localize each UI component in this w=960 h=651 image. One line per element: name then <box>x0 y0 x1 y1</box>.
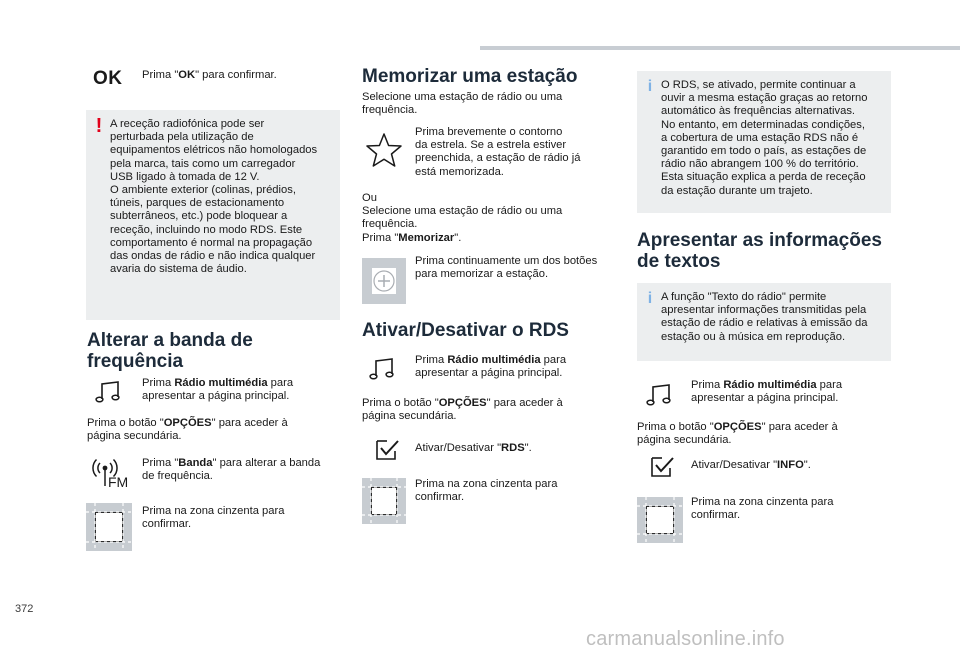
info-options-para: Prima o botão "OPÇÕES" para aceder à página secundária. <box>637 421 838 447</box>
band-step3: Prima na zona cinzenta para confirmar. <box>142 505 285 531</box>
grey-zone-icon <box>637 497 683 543</box>
text-line: da estação durante um trajeto. <box>661 184 813 197</box>
page-number: 372 <box>15 603 34 615</box>
star-text: Prima brevemente o contorno da estrela. Se a estrela estiver preenchida, a estação de rádio já está memorizada. <box>415 126 581 178</box>
info-icon: i <box>647 78 653 95</box>
text-line: equipamentos elétricos não homologados <box>110 144 318 157</box>
music-note-icon <box>367 354 397 389</box>
section-heading-memorize: Memorizar uma estação <box>362 66 578 87</box>
text-line: das ondas de rádio e não indica qualquer <box>110 250 316 263</box>
memorize-or: Ou Selecione uma estação de rádio ou uma frequência. Prima "Memorizar". <box>362 192 563 244</box>
text-line: Esta situação explica a perda de receção <box>661 171 866 184</box>
section-heading-text-info: Apresentar as informações de textos <box>637 230 882 272</box>
info-confirm: Prima na zona cinzenta para confirmar. <box>691 496 834 522</box>
text-line: estação de rádio e relativas à emissão da <box>661 317 868 330</box>
text-line: USB ligado à tomada de 12 V. <box>110 170 260 183</box>
text-line: pela marca, tais como um carregador <box>110 157 296 170</box>
info-icon: i <box>647 290 653 307</box>
exclamation-icon: ! <box>95 115 103 137</box>
text-line: comportamento é normal na propagação <box>110 236 313 249</box>
rds-options-para: Prima o botão "OPÇÕES" para aceder à página secundária. <box>362 397 563 423</box>
warning-note <box>86 110 340 320</box>
header-bar <box>480 46 960 50</box>
text-line: estação ou à música em reprodução. <box>661 330 846 343</box>
info-toggle: Ativar/Desativar "INFO". <box>691 459 811 471</box>
grey-zone-icon <box>362 478 406 524</box>
checkbox-icon <box>648 454 676 485</box>
text-line: No entanto, em determinadas condições, <box>661 118 865 131</box>
text-line: avaria do sistema de áudio. <box>110 263 247 276</box>
watermark: carmanualsonline.info <box>586 628 785 650</box>
info-note-rds <box>637 71 891 213</box>
info-text-radiotext <box>661 291 883 344</box>
music-note-icon <box>93 377 123 412</box>
checkbox-icon <box>373 437 401 468</box>
radio-fm-icon <box>91 452 131 492</box>
plus-circle-icon <box>362 258 406 304</box>
fm-label: FM <box>108 474 129 490</box>
rds-step1: Prima Rádio multimédia para apresentar a página principal. <box>415 354 567 380</box>
ok-instruction: Prima "OK" para confirmar. <box>142 69 277 81</box>
rds-toggle: Ativar/Desativar "RDS". <box>415 442 532 454</box>
text-line: O RDS, se ativado, permite continuar a <box>661 79 856 91</box>
band-step1: Prima Rádio multimédia para apresentar a página principal. <box>142 377 294 403</box>
section-heading-band: Alterar a banda de frequência <box>87 330 253 372</box>
info-text-rds <box>661 79 883 198</box>
star-outline-icon <box>365 132 403 173</box>
text-line: ouvir a mesma estação graças ao retorno <box>661 92 868 105</box>
text-line: O ambiente exterior (colinas, prédios, <box>110 184 296 197</box>
text-line: apresentar informações transmitidas pela <box>661 304 867 317</box>
text-line: garantido em todo o país, as estações de <box>661 145 867 158</box>
band-step2: Prima "Banda" para alterar a banda de frequência. <box>142 457 321 483</box>
text-line: perturbada pela utilização de <box>110 131 254 144</box>
memorize-intro: Selecione uma estação de rádio ou uma frequência. <box>362 91 563 117</box>
info-step1: Prima Rádio multimédia para apresentar a página principal. <box>691 379 843 405</box>
text-line: subterrâneos, etc.) pode bloquear a <box>110 210 288 223</box>
text-line: a cobertura de uma estação RDS não é <box>661 131 859 144</box>
info-note-radiotext <box>637 283 891 361</box>
grey-zone-icon <box>86 503 132 551</box>
text-line: automático às frequências alternativas. <box>661 105 856 118</box>
text-line: rádio não abrangem 100 % do território. <box>661 158 859 171</box>
music-note-icon <box>644 380 674 415</box>
text-line: túneis, parques de estacionamento <box>110 197 285 210</box>
text-line: A receção radiofónica pode ser <box>110 118 265 130</box>
text-line: receção, incluindo no modo RDS. Este <box>110 223 303 236</box>
text-line: A função "Texto do rádio" permite <box>661 291 827 303</box>
plus-text: Prima continuamente um dos botões para memorizar a estação. <box>415 255 598 281</box>
rds-confirm: Prima na zona cinzenta para confirmar. <box>415 478 558 504</box>
ok-icon: OK <box>93 68 123 89</box>
section-heading-rds: Ativar/Desativar o RDS <box>362 320 569 341</box>
band-options-para: Prima o botão "OPÇÕES" para aceder à página secundária. <box>87 417 288 443</box>
warning-text <box>110 118 332 276</box>
